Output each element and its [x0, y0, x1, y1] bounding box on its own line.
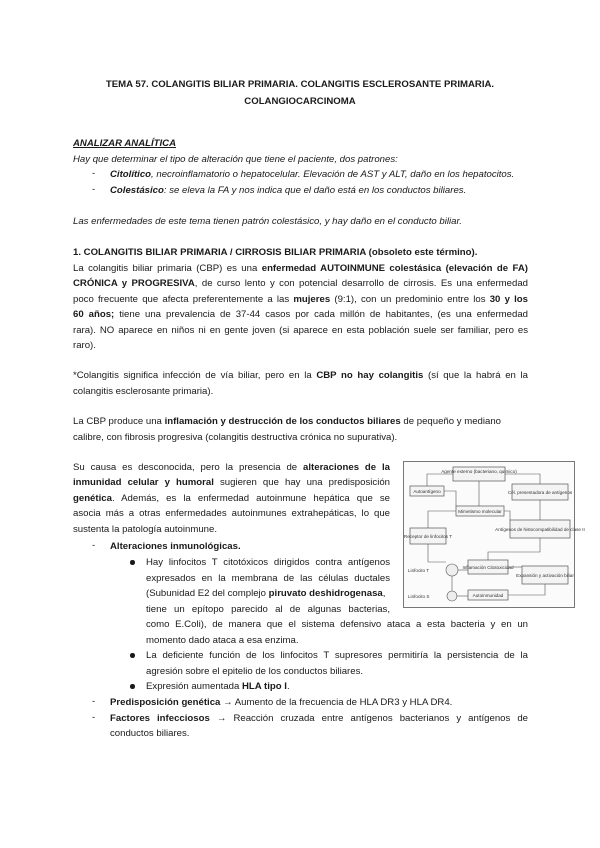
- diagram-label: Inflamación Citotoxicidad: [462, 565, 514, 570]
- text-run: genética: [73, 493, 112, 504]
- b2-line-1: La deficiente función de los linfocitos T supresores permitiría la persistencia de la: [146, 650, 528, 661]
- text-run: de pequeño y mediano: [400, 416, 502, 427]
- dash-bullet: -: [92, 184, 96, 195]
- text-run: CBP no hay colangitis: [316, 370, 424, 381]
- dash-bullet: -: [92, 540, 96, 551]
- p1-line-2: [73, 277, 528, 290]
- section-1-heading-bold: 1. COLANGITIS BILIAR PRIMARIA / CIRROSIS BILIAR PRIMARIA: [73, 247, 366, 258]
- diagram-arrow: [508, 584, 545, 595]
- term-citolitico: Citolítico: [110, 169, 152, 180]
- analizar-intro: Hay que determinar el tipo de alteración que tiene el paciente, dos patrones:: [73, 154, 398, 165]
- text-run: alteraciones de la: [303, 462, 390, 473]
- dash-bullet: -: [92, 712, 96, 723]
- diagram-text: Agente externo (bacteriano, químico): [441, 469, 517, 474]
- pathogenesis-diagram: [403, 461, 585, 608]
- diagram-arrow: [504, 511, 510, 520]
- diagram-arrow: [444, 491, 456, 506]
- text-run: Predisposición genética: [110, 697, 221, 708]
- text-run: (9:1), con un predominio entre los: [330, 294, 490, 305]
- section-1-heading: [73, 246, 477, 259]
- section-heading-analizar: ANALIZAR ANALÍTICA: [73, 138, 177, 149]
- diagram-arrow: [428, 511, 456, 528]
- p3-line-3: [73, 492, 390, 505]
- b1-line-3: [146, 587, 385, 600]
- note-line-1: [73, 369, 528, 382]
- text-run: poco frecuente que afecta preferentemente a las: [73, 294, 294, 305]
- p3-line-5: sustenta la patología autoinmune.: [73, 524, 218, 535]
- b1-line-5: como E.Coli), de manera que el sistema defensivo ataca a esta bacteria y en un: [146, 619, 528, 630]
- bullet-dot: [130, 684, 135, 689]
- diagram-label: Autoantígeno: [413, 489, 441, 494]
- section-1-heading-rest: (obsoleto este término).: [365, 247, 478, 258]
- b1-line-6: momento dado ataca a esa enzima.: [146, 635, 299, 646]
- title-line-1: TEMA 57. COLANGITIS BILIAR PRIMARIA. COLANGITIS ESCLEROSANTE PRIMARIA.: [105, 79, 495, 90]
- dash-bullet: -: [92, 168, 96, 179]
- p1-line-4: [73, 308, 528, 321]
- diagram-label: Receptor de linfocitos T: [403, 534, 453, 539]
- text-run: (Subunidad E2 del complejo: [146, 588, 269, 599]
- text-run: ,: [382, 588, 386, 599]
- text-run: inflamación y destrucción de los conductos biliares: [164, 416, 401, 427]
- text-run: enfermedad AUTOINMUNE colestásica (elevación de FA): [261, 263, 528, 274]
- text-run: 60 años;: [73, 309, 115, 320]
- factores-line-2: conductos biliares.: [110, 728, 190, 739]
- text-run: 30 y los: [489, 294, 528, 305]
- b1-line-4: tiene un epítopo parecido al de algunas bacterias,: [146, 604, 390, 615]
- p1-line-6: raro).: [73, 340, 96, 351]
- text-run: → Reacción cruzada entre antígenos bacterianos y antígenos de: [209, 713, 528, 724]
- text-run: , de curso lento y con potencial desarrollo de cirrosis. Es una enfermedad: [194, 278, 529, 289]
- text-run: HLA tipo I: [242, 681, 287, 692]
- predisposicion-line: [110, 696, 452, 709]
- diagram-arrow: [488, 538, 540, 560]
- diagram-label: Mimetismo molecular: [458, 509, 502, 514]
- b1-line-1: Hay linfocitos T citotóxicos dirigidos contra antígenos: [146, 557, 390, 568]
- text-run: *Colangitis significa infección de vía biliar, pero en la: [73, 370, 317, 381]
- factores-line-1: [110, 712, 528, 725]
- p3-line-2: [73, 476, 390, 489]
- diagram-label: Cél. presentadora de antígenos: [507, 490, 573, 495]
- text-run: Factores infecciosos: [110, 713, 210, 724]
- lymphocyte-s-icon: [447, 591, 457, 601]
- text-run: La CBP produce una: [73, 416, 165, 427]
- p3-line-1: [73, 461, 390, 474]
- text-run: sugieren que hay una predisposición: [213, 477, 390, 488]
- text-run: CRÓNICA y PROGRESIVA: [73, 278, 195, 289]
- citolitico-text: , necroinflamatorio o hepatocelular. Elevación de AST y ALT, daño en los hepatocitos.: [151, 169, 515, 180]
- p1-line-1: [73, 262, 528, 275]
- text-run: → Aumento de la frecuencia de HLA DR3 y HLA DR4.: [220, 697, 453, 708]
- p3-line-4: asocia más a otras enfermedades autoinmunes extrahepáticas, lo que: [73, 508, 390, 519]
- diagram-label: Antígenos de histocompatibilidad de clase II: [495, 527, 585, 532]
- diagram-label: Linfocito S: [408, 594, 430, 599]
- p2-line-1: [73, 415, 501, 428]
- pattern-citolitico: [110, 168, 514, 181]
- text-run: .: [286, 681, 290, 692]
- text-run: . Además, es la enfermedad autoinmune hepática que se: [111, 493, 390, 504]
- p2-line-2: calibre, con fibrosis progresiva (colangitis destructiva crónica no supurativa).: [73, 432, 398, 443]
- text-run: mujeres: [293, 294, 331, 305]
- diagram-arrow: [427, 474, 453, 486]
- b2-line-2: agresión sobre el epitelio de los conductos biliares.: [146, 666, 364, 677]
- diagram-label: Expansión y activación biliar: [516, 573, 574, 578]
- diagram-arrow: [428, 544, 446, 562]
- title-line-2: COLANGIOCARCINOMA: [244, 95, 356, 107]
- diagram-arrow: [505, 474, 540, 484]
- p1-line-5: rara). NO aparece en niños ni en gente joven (si aparece en esta población suele ser familiar, pero es: [73, 325, 528, 336]
- dash-bullet: -: [92, 696, 96, 707]
- bullet-dot: [130, 560, 135, 565]
- diagram-label: [441, 469, 517, 474]
- text-run: (sí que la habrá en la: [423, 370, 528, 381]
- text-run: piruvato deshidrogenasa: [268, 588, 383, 599]
- diagram-svg: [403, 462, 585, 607]
- text-run: tiene una prevalencia de 37-44 casos por cada millón de habitantes, (es una enfermedad: [114, 309, 528, 320]
- b1-line-2: expresados en la membrana de las células ductales: [146, 573, 390, 584]
- note-line-2: colangitis esclerosante primaria).: [73, 386, 214, 397]
- p1-line-3: [73, 293, 528, 306]
- alteraciones-heading: Alteraciones inmunológicas.: [110, 541, 241, 552]
- analizar-summary: Las enfermedades de este tema tienen patrón colestásico, y hay daño en el conducto biliar.: [73, 216, 462, 227]
- lymphocyte-t-icon: [446, 564, 458, 576]
- diagram-label: Autoinmunidad: [472, 593, 504, 598]
- text-run: Su causa es desconocida, pero la presencia de: [73, 462, 304, 473]
- text-run: La colangitis biliar primaria (CBP) es una: [73, 263, 262, 274]
- term-colestasico: Colestásico: [110, 185, 164, 196]
- page-title: [60, 77, 540, 110]
- b3-line: [146, 680, 290, 693]
- colestasico-text: : se eleva la FA y nos indica que el daño está en los conductos biliares.: [163, 185, 467, 196]
- pattern-colestasico: [110, 184, 466, 197]
- text-run: Expresión aumentada: [146, 681, 242, 692]
- diagram-label: Linfocito T: [408, 568, 430, 573]
- text-run: inmunidad celular y humoral: [73, 477, 214, 488]
- bullet-dot: [130, 653, 135, 658]
